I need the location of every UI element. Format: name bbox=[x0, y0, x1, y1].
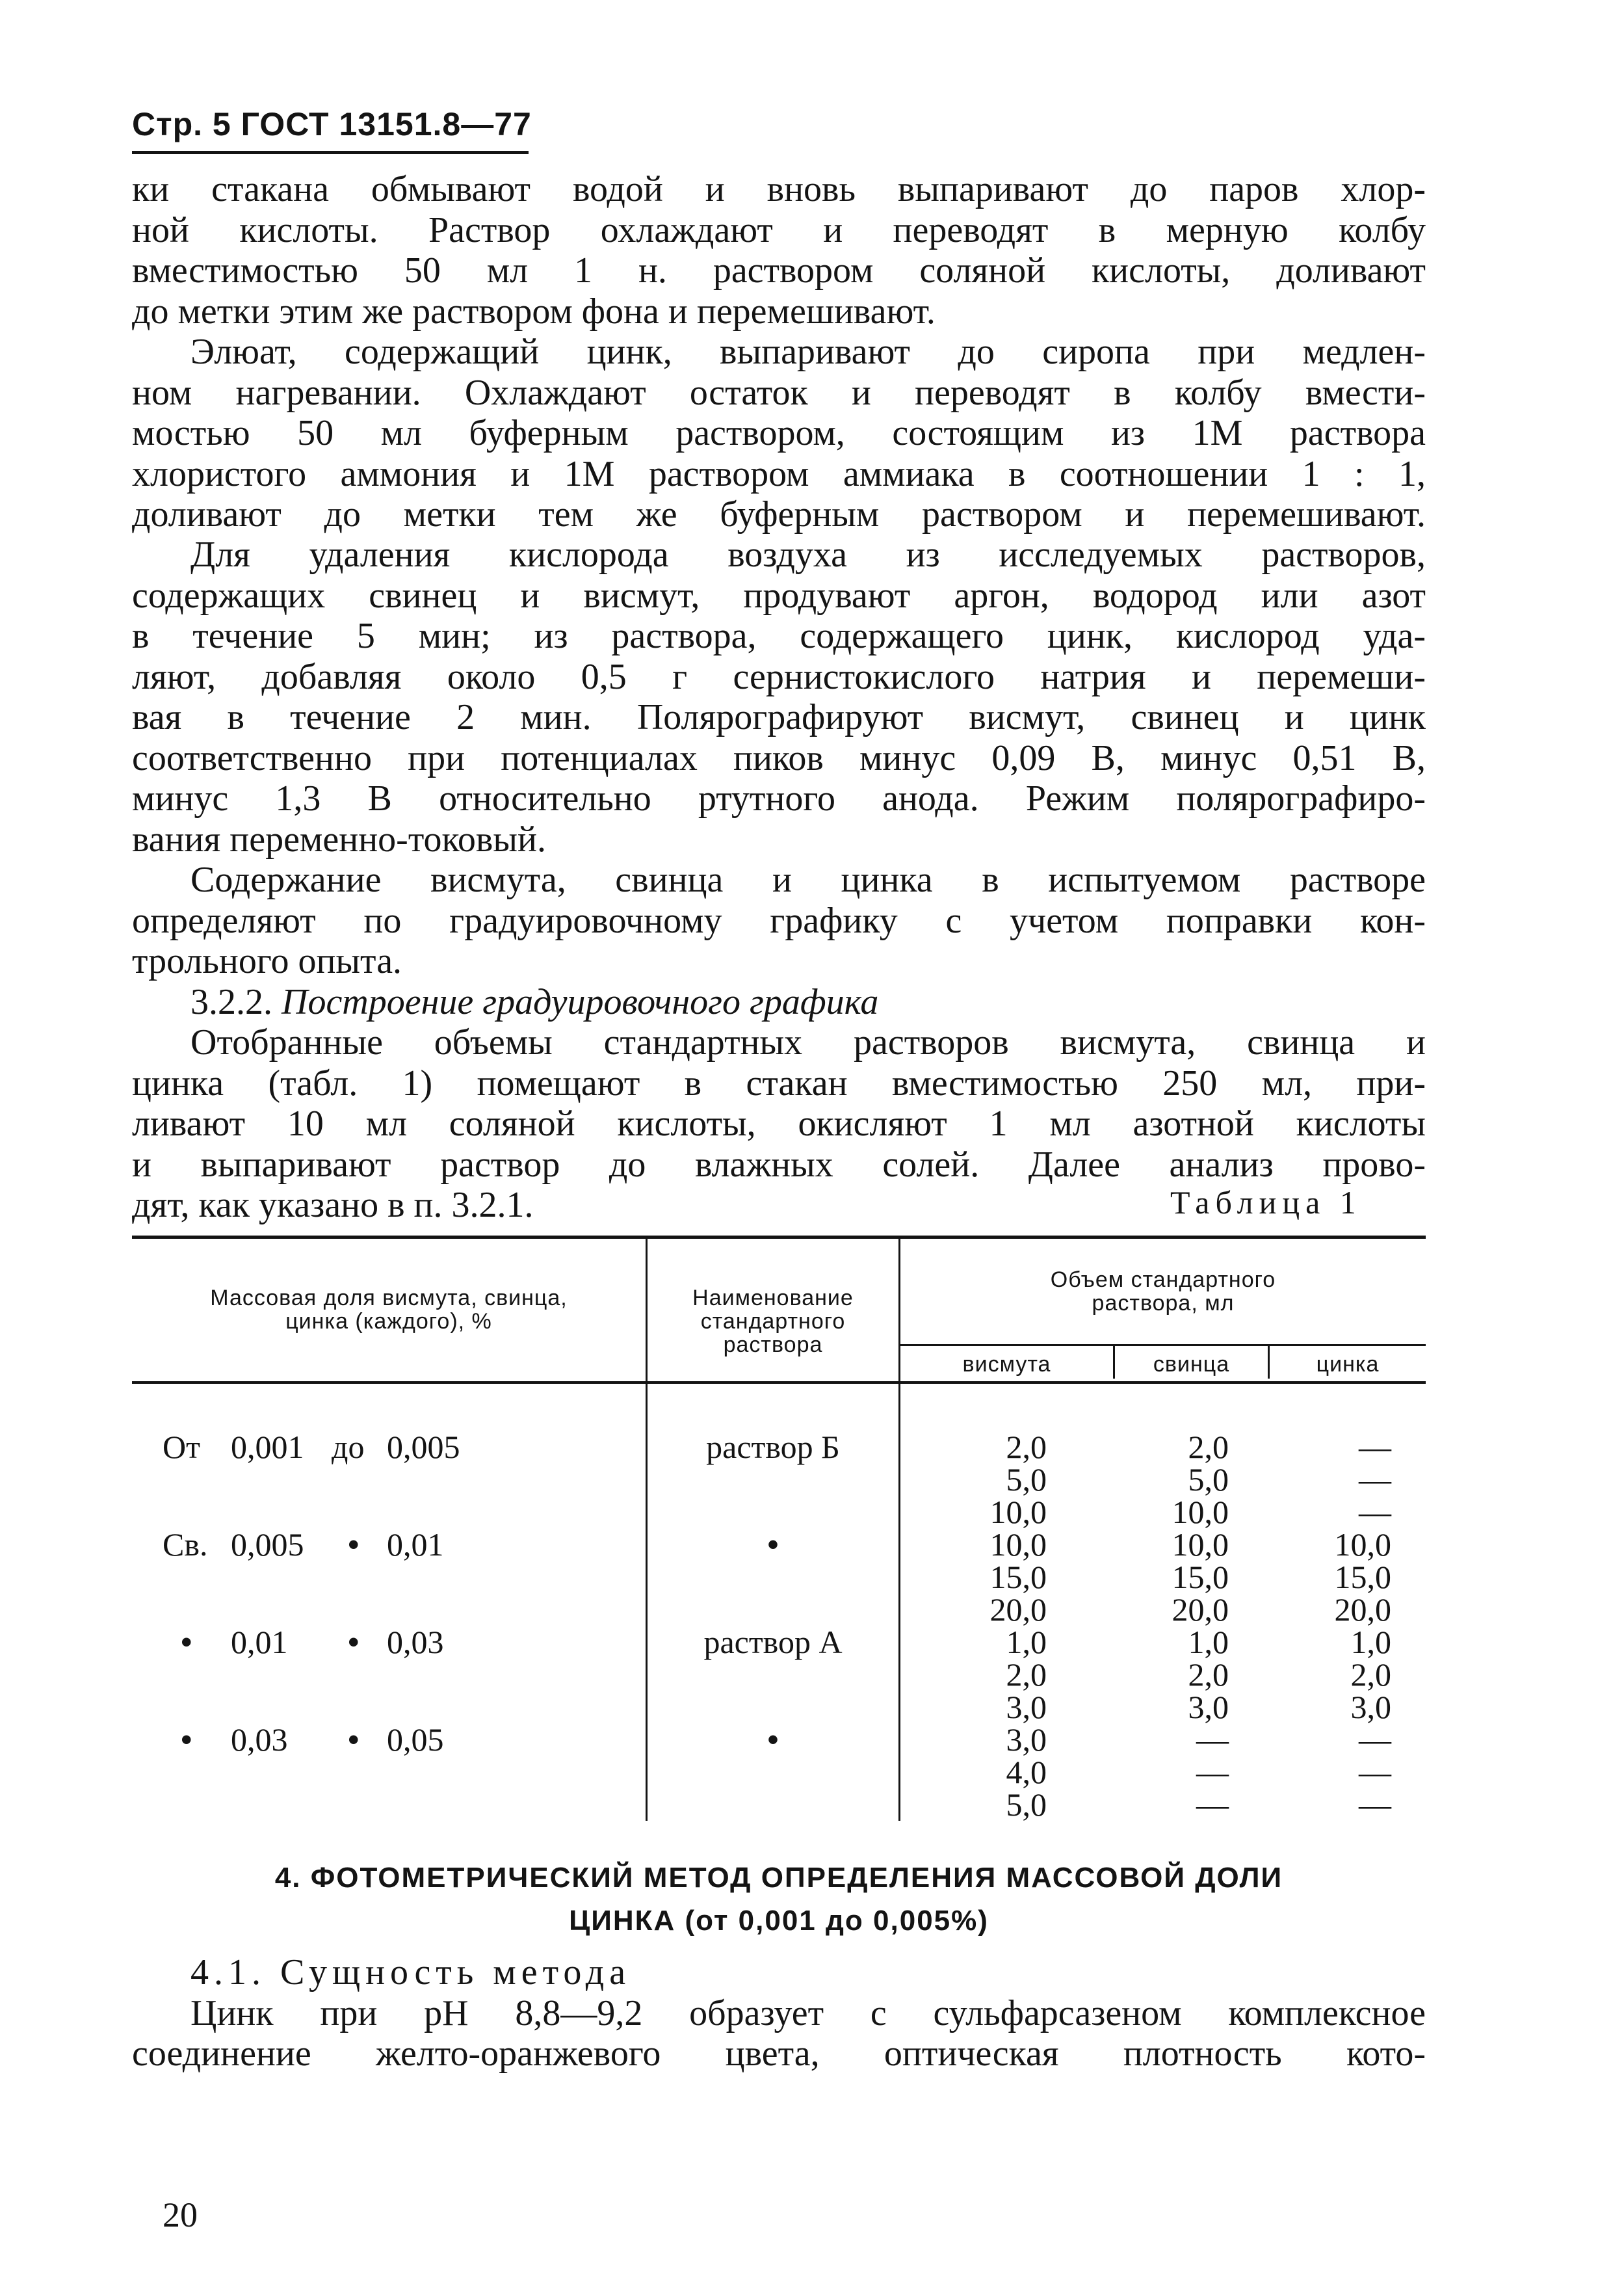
bismuth-volume: 4,0 bbox=[1006, 1754, 1047, 1790]
subsection-number: 3.2.2. bbox=[190, 982, 272, 1022]
page-number: 20 bbox=[163, 2195, 198, 2234]
header-solution-name: Наименование стандартного раствора bbox=[692, 1286, 854, 1357]
paragraph-4 bbox=[132, 860, 1426, 982]
lead-volume: 5,0 bbox=[1188, 1461, 1229, 1498]
text-line: ки стакана обмывают водой и вновь выпаривают до паров хлор- bbox=[132, 169, 1426, 209]
lead-volume: 10,0 bbox=[1172, 1526, 1229, 1563]
zinc-volume: — bbox=[1359, 1721, 1391, 1758]
zinc-volume: — bbox=[1359, 1494, 1391, 1530]
bismuth-volume: 5,0 bbox=[1006, 1461, 1047, 1498]
table-subheader-rule bbox=[900, 1344, 1426, 1346]
zinc-volume: — bbox=[1359, 1786, 1391, 1823]
lead-volume: 15,0 bbox=[1172, 1559, 1229, 1595]
text-line: в течение 5 мин; из раствора, содержащего цинк, кислород уда- bbox=[132, 616, 1426, 656]
lead-volume: 20,0 bbox=[1172, 1591, 1229, 1628]
lead-volume: 3,0 bbox=[1188, 1689, 1229, 1725]
text-line: содержащих свинец и висмут, продувают аргон, водород или азот bbox=[132, 575, 1426, 616]
range-prefix: • bbox=[181, 1624, 192, 1660]
zinc-volume: 2,0 bbox=[1350, 1656, 1391, 1693]
range-prefix: От bbox=[163, 1429, 200, 1465]
text-line: доливают до метки тем же буферным раствором и перемешивают. bbox=[132, 494, 1426, 535]
range-from: 0,005 bbox=[231, 1526, 304, 1563]
header-rule bbox=[132, 151, 529, 154]
text-line: соответственно при потенциалах пиков минус 0,09 В, минус 0,51 В, bbox=[132, 737, 1426, 778]
zinc-volume: 3,0 bbox=[1350, 1689, 1391, 1725]
subsection-4-1-heading: 4.1. Сущность метода bbox=[190, 1952, 631, 1992]
zinc-volume: — bbox=[1359, 1461, 1391, 1498]
header-bismuth: висмута bbox=[962, 1352, 1051, 1377]
bismuth-volume: 3,0 bbox=[1006, 1721, 1047, 1758]
header-volume: Объем стандартного раствора, мл bbox=[1050, 1267, 1276, 1316]
lead-volume: 2,0 bbox=[1188, 1429, 1229, 1465]
range-to: 0,01 bbox=[387, 1526, 444, 1563]
range-sep: • bbox=[348, 1526, 360, 1563]
range-from: 0,03 bbox=[231, 1721, 288, 1758]
range-sep: до bbox=[332, 1429, 365, 1465]
bismuth-volume: 20,0 bbox=[989, 1591, 1047, 1628]
zinc-volume: 1,0 bbox=[1350, 1624, 1391, 1660]
bismuth-volume: 15,0 bbox=[989, 1559, 1047, 1595]
header-lead: свинца bbox=[1153, 1352, 1230, 1377]
paragraph-2 bbox=[132, 332, 1426, 535]
solution-name: раствор А bbox=[703, 1624, 843, 1660]
text-line: Цинк при рН 8,8—9,2 образует с сульфарсазеном комплексное bbox=[190, 1992, 1426, 2033]
bismuth-volume: 2,0 bbox=[1006, 1656, 1047, 1693]
zinc-volume: — bbox=[1359, 1754, 1391, 1790]
lead-volume: — bbox=[1196, 1786, 1229, 1823]
section-4-title: 4. ФОТОМЕТРИЧЕСКИЙ МЕТОД ОПРЕДЕЛЕНИЯ МАССОВОЙ ДОЛИ ЦИНКА (от 0,001 до 0,005%) bbox=[274, 1862, 1283, 1937]
text-line: хлористого аммония и 1М раствором аммиака в соотношении 1 : 1, bbox=[132, 453, 1426, 494]
bismuth-volume: 2,0 bbox=[1006, 1429, 1047, 1465]
solution-name: • bbox=[767, 1526, 779, 1563]
text-line: ной кислоты. Раствор охлаждают и переводят в мерную колбу bbox=[132, 209, 1426, 250]
solution-name: • bbox=[767, 1721, 779, 1758]
text-line: определяют по градуировочному графику с учетом поправки кон- bbox=[132, 900, 1426, 941]
range-sep: • bbox=[348, 1721, 360, 1758]
text-line: мостью 50 мл буферным раствором, состоящим из 1М раствора bbox=[132, 413, 1426, 453]
zinc-volume: — bbox=[1359, 1429, 1391, 1465]
range-to: 0,005 bbox=[387, 1429, 460, 1465]
range-sep: • bbox=[348, 1624, 360, 1660]
header-mass-fraction: Массовая доля висмута, свинца, цинка (каждого), % bbox=[210, 1286, 568, 1334]
table-top-rule bbox=[132, 1236, 1426, 1239]
text-line: минус 1,3 В относительно ртутного анода. Режим полярографиро- bbox=[132, 778, 1426, 819]
text-line: ливают 10 мл соляной кислоты, окисляют 1 мл азотной кислоты bbox=[132, 1104, 1426, 1144]
range-from: 0,001 bbox=[231, 1429, 304, 1465]
range-to: 0,03 bbox=[387, 1624, 444, 1660]
subsection-3-2-2 bbox=[132, 982, 1426, 1023]
paragraph-1 bbox=[132, 169, 1426, 332]
section-4-body bbox=[132, 1952, 1426, 2074]
text-line: до метки этим же раствором фона и перемешивают. bbox=[132, 291, 936, 332]
text-line: Содержание висмута, свинца и цинка в испытуемом растворе bbox=[190, 860, 1426, 900]
text-line: Отобранные объемы стандартных растворов висмута, свинца и bbox=[190, 1022, 1426, 1063]
text-line: вая в течение 2 мин. Полярографируют висмут, свинец и цинк bbox=[132, 697, 1426, 737]
bismuth-volume: 3,0 bbox=[1006, 1689, 1047, 1725]
text-line: вместимостью 50 мл 1 н. раствором соляной кислоты, доливают bbox=[132, 250, 1426, 291]
range-to: 0,05 bbox=[387, 1721, 444, 1758]
text-line: цинка (табл. 1) помещают в стакан вместимостью 250 мл, при- bbox=[132, 1063, 1426, 1104]
text-line: трольного опыта. bbox=[132, 941, 402, 981]
lead-volume: — bbox=[1196, 1754, 1229, 1790]
subsection-title: Построение градуировочного графика bbox=[282, 982, 879, 1022]
text-line: и выпаривают раствор до влажных солей. Далее анализ прово- bbox=[132, 1144, 1426, 1185]
lead-volume: 1,0 bbox=[1188, 1624, 1229, 1660]
zinc-volume: 20,0 bbox=[1334, 1591, 1391, 1628]
zinc-volume: 15,0 bbox=[1334, 1559, 1391, 1595]
range-from: 0,01 bbox=[231, 1624, 288, 1660]
text-line: ляют, добавляя около 0,5 г сернистокислого натрия и перемеши- bbox=[132, 656, 1426, 697]
zinc-volume: 10,0 bbox=[1334, 1526, 1391, 1563]
header-zinc: цинка bbox=[1316, 1352, 1380, 1377]
table-header-bottom-rule bbox=[132, 1381, 1426, 1384]
text-line: дят, как указано в п. 3.2.1. bbox=[132, 1185, 534, 1225]
range-prefix: Св. bbox=[163, 1526, 208, 1563]
lead-volume: 10,0 bbox=[1172, 1494, 1229, 1530]
text-line: Для удаления кислорода воздуха из исследуемых растворов, bbox=[190, 535, 1426, 575]
range-prefix: • bbox=[181, 1721, 192, 1758]
text-line: соединение желто-оранжевого цвета, оптическая плотность кото- bbox=[132, 2033, 1426, 2074]
text-line: ном нагревании. Охлаждают остаток и переводят в колбу вмести- bbox=[132, 372, 1426, 413]
table-caption: Таблица 1 bbox=[1170, 1184, 1362, 1221]
solution-name: раствор Б bbox=[706, 1429, 840, 1465]
lead-volume: — bbox=[1196, 1721, 1229, 1758]
bismuth-volume: 5,0 bbox=[1006, 1786, 1047, 1823]
text-line: Элюат, содержащий цинк, выпаривают до сиропа при медлен- bbox=[190, 332, 1426, 372]
bismuth-volume: 1,0 bbox=[1006, 1624, 1047, 1660]
paragraph-3 bbox=[132, 535, 1426, 860]
bismuth-volume: 10,0 bbox=[989, 1494, 1047, 1530]
lead-volume: 2,0 bbox=[1188, 1656, 1229, 1693]
bismuth-volume: 10,0 bbox=[989, 1526, 1047, 1563]
page-header: Стр. 5 ГОСТ 13151.8—77 bbox=[132, 106, 532, 142]
text-line: вания переменно-токовый. bbox=[132, 819, 546, 860]
